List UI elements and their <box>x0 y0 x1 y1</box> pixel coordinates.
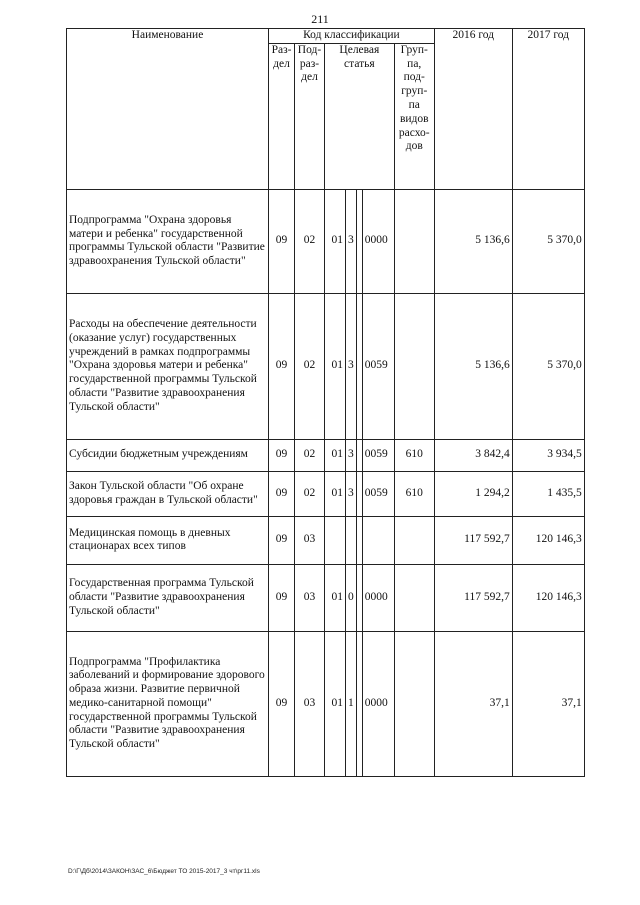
table-row <box>67 189 585 293</box>
row-subsection: 02 <box>295 439 325 471</box>
row-amount-2016: 1 294,2 <box>434 471 512 516</box>
row-name: Подпрограмма "Охрана здоровья матери и ребенка" государственной программы Тульской области "Развитие здравоохранения Тульской области" <box>67 189 269 293</box>
row-target-part2: 3 <box>346 293 357 439</box>
row-name: Субсидии бюджетным учреждениям <box>67 439 269 471</box>
table-row <box>67 439 585 471</box>
table-row <box>67 564 585 631</box>
row-subsection: 03 <box>295 631 325 776</box>
row-target-part4: 0000 <box>362 631 394 776</box>
header-year-2017: 2017 год <box>512 29 584 190</box>
row-section: 09 <box>269 471 295 516</box>
header-row <box>67 29 585 44</box>
row-target-part4: 0059 <box>362 293 394 439</box>
row-target-part2: 3 <box>346 439 357 471</box>
table-row <box>67 293 585 439</box>
row-expense-group <box>394 189 434 293</box>
table-row <box>67 631 585 776</box>
row-subsection: 02 <box>295 471 325 516</box>
row-expense-group <box>394 293 434 439</box>
row-amount-2017: 120 146,3 <box>512 564 584 631</box>
row-name: Закон Тульской области "Об охране здоровья граждан в Тульской области" <box>67 471 269 516</box>
header-expense-group: Груп- па, под- груп- па видов расхо- дов <box>394 43 434 189</box>
row-target-part2: 1 <box>346 631 357 776</box>
header-classification: Код классификации <box>269 29 435 44</box>
row-expense-group: 610 <box>394 439 434 471</box>
row-section: 09 <box>269 564 295 631</box>
row-target-part1: 01 <box>325 471 346 516</box>
row-amount-2016: 5 136,6 <box>434 293 512 439</box>
row-section: 09 <box>269 439 295 471</box>
header-name: Наименование <box>67 29 269 190</box>
row-amount-2016: 3 842,4 <box>434 439 512 471</box>
row-subsection: 02 <box>295 189 325 293</box>
table-row <box>67 471 585 516</box>
row-amount-2016: 117 592,7 <box>434 564 512 631</box>
header-subsection: Под- раз- дел <box>295 43 325 189</box>
row-target-part2 <box>346 516 357 564</box>
row-target-part4: 0000 <box>362 564 394 631</box>
row-target-part4: 0059 <box>362 471 394 516</box>
row-amount-2017: 3 934,5 <box>512 439 584 471</box>
row-target-part2: 3 <box>346 189 357 293</box>
row-expense-group <box>394 516 434 564</box>
row-amount-2017: 37,1 <box>512 631 584 776</box>
file-path-footer: D:\Г\Дб\2014\ЗАКОН\ЗАС_6\Бюджет ТО 2015-2017_3 чт\рг11.xls <box>68 868 260 875</box>
header-section: Раз- дел <box>269 43 295 189</box>
row-target-part1: 01 <box>325 189 346 293</box>
budget-table <box>66 28 585 777</box>
header-target-article: Целевая статья <box>325 43 395 189</box>
row-amount-2017: 5 370,0 <box>512 189 584 293</box>
row-expense-group: 610 <box>394 471 434 516</box>
row-name: Расходы на обеспечение деятельности (оказание услуг) государственных учреждений в рамках подпрограммы "Охрана здоровья матери и ребенка" государственной программы Тульской области "Развитие здравоохранения Тульской области" <box>67 293 269 439</box>
row-target-part2: 0 <box>346 564 357 631</box>
row-amount-2017: 5 370,0 <box>512 293 584 439</box>
row-subsection: 02 <box>295 293 325 439</box>
row-section: 09 <box>269 293 295 439</box>
row-amount-2017: 120 146,3 <box>512 516 584 564</box>
row-amount-2016: 37,1 <box>434 631 512 776</box>
row-target-part4: 0000 <box>362 189 394 293</box>
row-section: 09 <box>269 631 295 776</box>
row-amount-2017: 1 435,5 <box>512 471 584 516</box>
row-name: Подпрограмма "Профилактика заболеваний и формирование здорового образа жизни. Развитие первичной медико-санитарной помощи" государственной программы Тульской области "Развитие здравоохранения Тульской области" <box>67 631 269 776</box>
row-expense-group <box>394 631 434 776</box>
row-subsection: 03 <box>295 564 325 631</box>
header-year-2016: 2016 год <box>434 29 512 190</box>
row-target-part1 <box>325 516 346 564</box>
page-number: 211 <box>311 12 329 26</box>
row-target-part2: 3 <box>346 471 357 516</box>
table-row <box>67 516 585 564</box>
row-target-part1: 01 <box>325 564 346 631</box>
row-target-part1: 01 <box>325 439 346 471</box>
row-amount-2016: 117 592,7 <box>434 516 512 564</box>
row-section: 09 <box>269 516 295 564</box>
row-subsection: 03 <box>295 516 325 564</box>
row-target-part1: 01 <box>325 293 346 439</box>
row-section: 09 <box>269 189 295 293</box>
row-name: Государственная программа Тульской области "Развитие здравоохранения Тульской области" <box>67 564 269 631</box>
row-expense-group <box>394 564 434 631</box>
row-target-part4 <box>362 516 394 564</box>
row-name: Медицинская помощь в дневных стационарах всех типов <box>67 516 269 564</box>
row-target-part4: 0059 <box>362 439 394 471</box>
row-amount-2016: 5 136,6 <box>434 189 512 293</box>
row-target-part1: 01 <box>325 631 346 776</box>
